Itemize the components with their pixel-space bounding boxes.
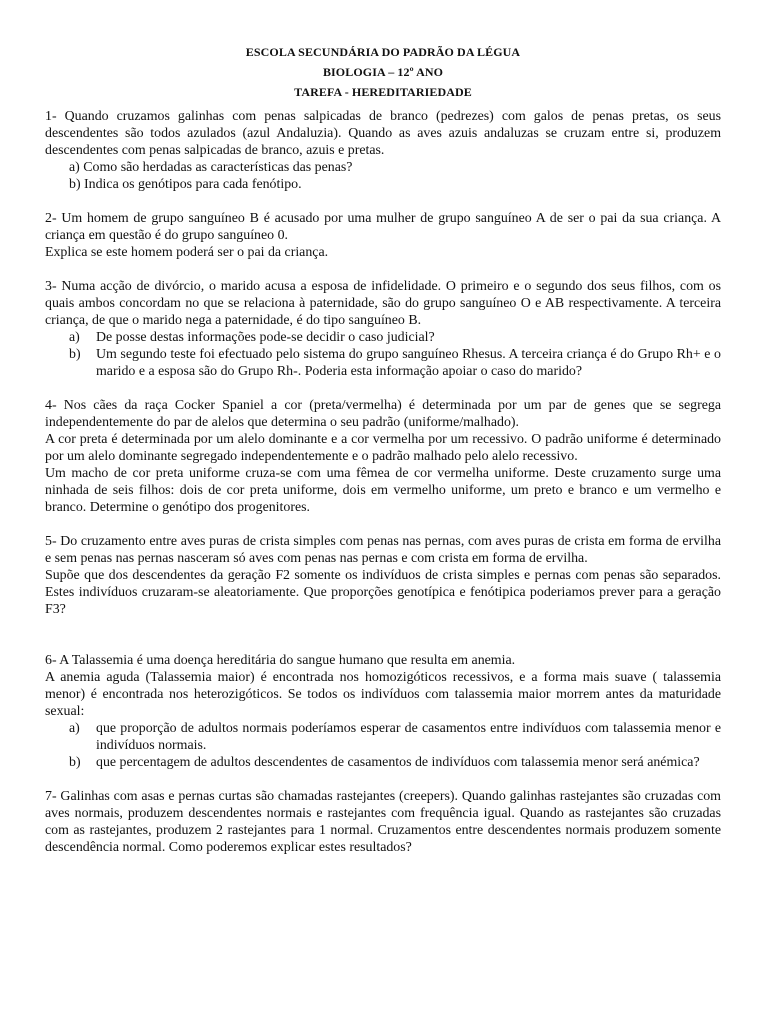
spacer — [45, 771, 721, 788]
question-6 — [45, 652, 721, 771]
question-4-text-2: A cor preta é determinada por um alelo dominante e a cor vermelha por um recessivo. O padrão uniforme é determinado por um alelo dominante segregado independentemente e o padrão malhado pelo alelo recessivo. — [45, 432, 721, 464]
item-label: a) — [69, 330, 80, 345]
item-text: Um segundo teste foi efectuado pelo sistema do grupo sanguíneo Rhesus. A terceira criança é do Grupo Rh+ e o marido e a esposa são do Grupo Rh-. Poderia esta informação apoiar o caso do marido? — [96, 347, 721, 379]
spacer — [45, 261, 721, 278]
question-5 — [45, 533, 721, 618]
question-1-text: 1- Quando cruzamos galinhas com penas salpicadas de branco (pedrezes) com galos de penas pretas, os seus descendentes são todos azulados (azul Andaluzia). Quando as aves azuis andaluzas se cruzam entre si, produzem descendentes com penas salpicadas de branco, azuis e pretas. — [45, 109, 721, 158]
question-7 — [45, 788, 721, 856]
question-6-text: 6- A Talassemia é uma doença hereditária do sangue humano que resulta em anemia. — [45, 653, 516, 668]
spacer — [45, 618, 721, 652]
spacer — [45, 193, 721, 210]
question-1-item-a: a) Como são herdadas as características das penas? — [69, 160, 353, 175]
document-header — [45, 42, 721, 102]
item-label: a) — [69, 721, 80, 736]
question-2-text: 2- Um homem de grupo sanguíneo B é acusado por uma mulher de grupo sanguíneo A de ser o pai da sua criança. A criança em questão é do grupo sanguíneo 0. — [45, 211, 721, 243]
item-label: b) — [69, 755, 81, 770]
subject-title: BIOLOGIA – 12º ANO — [322, 65, 444, 79]
item-text: De posse destas informações pode-se decidir o caso judicial? — [96, 330, 435, 345]
question-6-item-b — [45, 754, 721, 771]
item-label: b) — [69, 347, 81, 362]
question-3-item-b — [45, 346, 721, 380]
spacer — [45, 380, 721, 397]
task-title: TAREFA - HEREDITARIEDADE — [294, 85, 472, 99]
spacer — [45, 516, 721, 533]
question-3-text: 3- Numa acção de divórcio, o marido acusa a esposa de infidelidade. O primeiro e o segundo dos seus filhos, com os quais ambos concordam no que se relaciona à paternidade, são do grupo sanguíneo O e AB respectivamente. A terceira criança, de que o marido nega a paternidade, é do tipo sanguíneo B. — [45, 279, 721, 328]
item-text: que proporção de adultos normais poderíamos esperar de casamentos entre indivíduos com talassemia menor e indivíduos normais. — [96, 721, 721, 753]
question-3-item-a — [45, 329, 721, 346]
question-6-text-2: A anemia aguda (Talassemia maior) é encontrada nos homozigóticos recessivos, e a forma mais suave ( talassemia menor) é encontrada nos heterozigóticos. Se todos os indivíduos com talassemia maior morrem antes da maturidade sexual: — [45, 670, 721, 719]
question-5-text-2: Supõe que dos descendentes da geração F2 somente os indivíduos de crista simples e pernas com penas são separados. Estes indivíduos cruzaram-se aleatoriamente. Que proporções genotípica e fenótipica poderiamos prever para a geração F3? — [45, 568, 721, 617]
question-6-item-a — [45, 720, 721, 754]
question-3 — [45, 278, 721, 380]
question-4 — [45, 397, 721, 516]
question-2 — [45, 210, 721, 261]
item-text: que percentagem de adultos descendentes de casamentos de indivíduos com talassemia menor será anémica? — [96, 755, 700, 770]
question-1 — [45, 108, 721, 193]
school-name: ESCOLA SECUNDÁRIA DO PADRÃO DA LÉGUA — [245, 45, 521, 59]
question-5-text: 5- Do cruzamento entre aves puras de crista simples com penas nas pernas, com aves puras de crista em forma de ervilha e sem penas nas pernas nasceram só aves com penas nas pernas e com crista em forma de ervilha. — [45, 534, 721, 566]
question-2-text-2: Explica se este homem poderá ser o pai da criança. — [45, 245, 329, 260]
question-1-item-b: b) Indica os genótipos para cada fenótipo. — [69, 177, 302, 192]
question-7-text: 7- Galinhas com asas e pernas curtas são chamadas rastejantes (creepers). Quando galinhas rastejantes são cruzadas com aves normais, produzem descendentes normais e rastejantes com frequência igual. Quando as rastejantes são cruzadas com as rastejantes, produzem 2 rastejantes para 1 normal. Cruzamentos entre descendentes normais produzem somente descendência normal. Como poderemos explicar estes resultados? — [45, 789, 721, 855]
question-4-text-3: Um macho de cor preta uniforme cruza-se com uma fêmea de cor vermelha uniforme. Deste cruzamento surge uma ninhada de seis filhos: dois de cor preta uniforme, dois em vermelho uniforme, um preto e branco e um vermelho e branco. Determine o genótipo dos progenitores. — [45, 466, 721, 515]
question-4-text: 4- Nos cães da raça Cocker Spaniel a cor (preta/vermelha) é determinada por um par de genes que se segrega independentemente do par de alelos que determina o seu padrão (uniforme/malhado). — [45, 398, 721, 430]
